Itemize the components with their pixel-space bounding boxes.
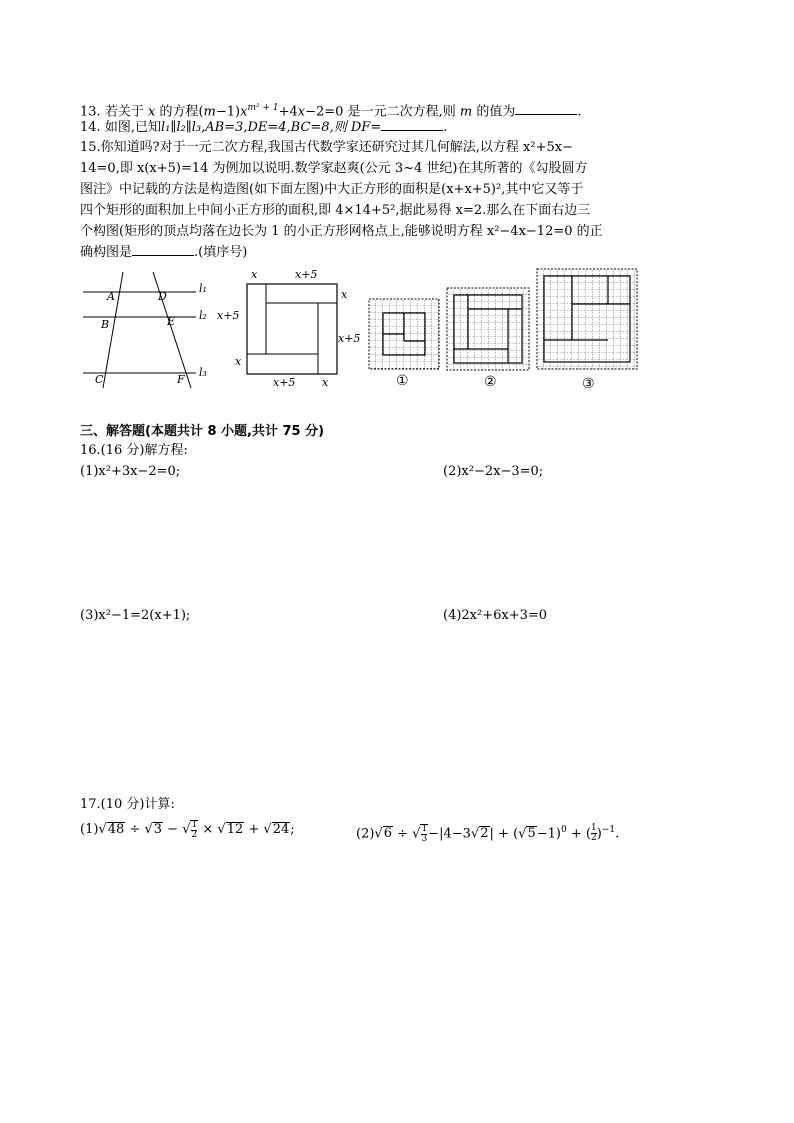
radicand: 12 bbox=[226, 822, 244, 837]
fraction bbox=[190, 820, 198, 840]
point-label: F bbox=[177, 373, 185, 386]
punct: . bbox=[615, 826, 620, 842]
q13-var: m bbox=[203, 104, 216, 120]
parallel-lines-figure bbox=[78, 270, 213, 390]
radicand: 5 bbox=[527, 826, 536, 842]
q17-label: (1) bbox=[80, 822, 99, 837]
q14-text: DF bbox=[350, 120, 371, 135]
q15-line: 图注》中记载的方法是构造图(如下面左图)中大正方形的面积是(x+x+5)²,其中它又等于 bbox=[80, 182, 584, 197]
expression: ( bbox=[513, 826, 519, 842]
expression: | bbox=[489, 826, 494, 842]
q15-text: .(填序号) bbox=[194, 245, 248, 260]
q16-part-4: (4)2x²+6x+3=0 bbox=[443, 608, 548, 623]
operator: − bbox=[167, 822, 179, 837]
q17-part-1: (1)√48 ÷ √3 − √ $\frac{1}{2}$ × √12 + √24; bbox=[80, 819, 295, 840]
grid-figure-1 bbox=[368, 298, 440, 398]
q13-text: +4 bbox=[278, 104, 298, 120]
answer-blank[interactable] bbox=[515, 102, 577, 115]
q16-part-2: (2)x²−2x−3=0; bbox=[443, 464, 544, 479]
q14-text: . bbox=[443, 120, 448, 135]
point-label: B bbox=[101, 318, 110, 331]
figure-label: ① bbox=[396, 373, 409, 389]
exponent: 0 bbox=[560, 825, 567, 835]
q13-var: x bbox=[240, 104, 248, 120]
dimension-label: x+5 bbox=[295, 268, 318, 281]
answer-blank[interactable] bbox=[132, 243, 194, 256]
point-label: D bbox=[158, 290, 167, 303]
point-label: C bbox=[95, 373, 104, 386]
q13-number: 13. bbox=[80, 104, 101, 120]
grid-figure-2 bbox=[446, 287, 530, 397]
q14-number: 14. bbox=[80, 120, 101, 135]
q13-exponent: m² + 1 bbox=[247, 103, 279, 113]
expression: −|4−3 bbox=[428, 826, 471, 842]
q16-part-3: (3)x²−1=2(x+1); bbox=[80, 608, 191, 623]
denominator: 3 bbox=[421, 833, 428, 844]
dimension-label: x bbox=[235, 355, 242, 368]
dimension-label: x bbox=[341, 288, 348, 301]
figure-label: ③ bbox=[582, 376, 595, 392]
denominator: 2 bbox=[590, 833, 597, 844]
numerator: 1 bbox=[421, 823, 428, 834]
line-label: l₂ bbox=[199, 309, 207, 322]
radicand: 3 bbox=[153, 822, 163, 837]
dimension-label: x bbox=[322, 376, 329, 389]
q13-text: −2=0 是一元二次方程,则 bbox=[305, 104, 456, 120]
operator: + bbox=[570, 826, 582, 842]
radicand: 48 bbox=[107, 822, 125, 837]
q15-text: 确构图是 bbox=[80, 245, 133, 260]
q13-text: 若关于 bbox=[104, 104, 144, 120]
operator: ÷ bbox=[397, 826, 409, 842]
q13-text: −1) bbox=[215, 104, 241, 120]
q15-line: 四个矩形的面积加上中间小正方形的面积,即 4×14+5²,据此易得 x=2.那么在下面右边三 bbox=[80, 203, 591, 218]
q15-line: 个构图(矩形的顶点均落在边长为 1 的小正方形网格点上,能够说明方程 x²−4x−12=0 的正 bbox=[80, 224, 603, 239]
operator: × bbox=[202, 822, 214, 837]
radicand: 2 bbox=[480, 826, 489, 842]
punct: ; bbox=[290, 822, 295, 837]
q13-text: 的值为 bbox=[476, 104, 516, 120]
q14-parallel: l₁∥l₂∥l₃ bbox=[160, 120, 202, 135]
q15-line: 14=0,即 x(x+5)=14 为例加以说明.数学家赵爽(公元 3~4 世纪)在其所著的《勾股圆方 bbox=[80, 161, 588, 176]
q14-text: ,AB=3,DE=4,BC=8,则 bbox=[201, 120, 347, 135]
radicand: 24 bbox=[272, 822, 290, 837]
operator: ÷ bbox=[129, 822, 141, 837]
q17-label: (2) bbox=[356, 826, 375, 842]
expression: ( bbox=[585, 826, 591, 842]
q14-text: 如图,已知 bbox=[104, 120, 161, 135]
point-label: E bbox=[167, 315, 176, 328]
q15-line bbox=[80, 243, 247, 263]
point-label: A bbox=[107, 290, 115, 303]
line-label: l₃ bbox=[199, 366, 207, 379]
dimension-label: x+5 bbox=[338, 332, 361, 345]
exponent: −1 bbox=[601, 825, 616, 835]
figure-label: ② bbox=[484, 374, 497, 390]
operator: + bbox=[498, 826, 509, 842]
q16-header: 16.(16 分)解方程: bbox=[80, 443, 188, 458]
q17-part-2: (2)√6 ÷ √ $\frac{1}{3}$ $-|4-3√2| + (√5-1)^0$ + ( $\frac{1}{2}$ )$^{-1}$. bbox=[356, 823, 620, 844]
numerator: 1 bbox=[590, 823, 597, 834]
line-label: l₁ bbox=[199, 282, 207, 295]
operator: + bbox=[248, 822, 260, 837]
q16-part-1: (1)x²+3x−2=0; bbox=[80, 464, 181, 479]
q14-line bbox=[80, 118, 447, 138]
grid-figure-3 bbox=[536, 268, 638, 398]
numerator: 1 bbox=[191, 819, 198, 830]
q13-var: m bbox=[459, 104, 473, 120]
section-title: 三、解答题(本题共计 8 小题,共计 75 分) bbox=[80, 424, 325, 439]
q13-text: . bbox=[577, 104, 582, 120]
q13-var: x bbox=[297, 104, 306, 120]
expression: ) bbox=[596, 826, 602, 842]
q15-line: 15.你知道吗?对于一元二次方程,我国古代数学家还研究过其几何解法,以方程 x²+5x− bbox=[80, 140, 573, 155]
dimension-label: x bbox=[251, 268, 258, 281]
q17-header: 17.(10 分)计算: bbox=[80, 797, 175, 812]
q14-text: = bbox=[370, 120, 382, 135]
square-construction-figure bbox=[215, 266, 365, 391]
radicand: 6 bbox=[383, 826, 392, 842]
q13-text: 的方程( bbox=[159, 104, 204, 120]
denominator: 2 bbox=[191, 829, 198, 840]
expression: −1) bbox=[536, 826, 561, 842]
dimension-label: x+5 bbox=[273, 376, 296, 389]
dimension-label: x+5 bbox=[217, 309, 240, 322]
answer-blank[interactable] bbox=[381, 118, 443, 131]
q13-var: x bbox=[147, 104, 156, 120]
